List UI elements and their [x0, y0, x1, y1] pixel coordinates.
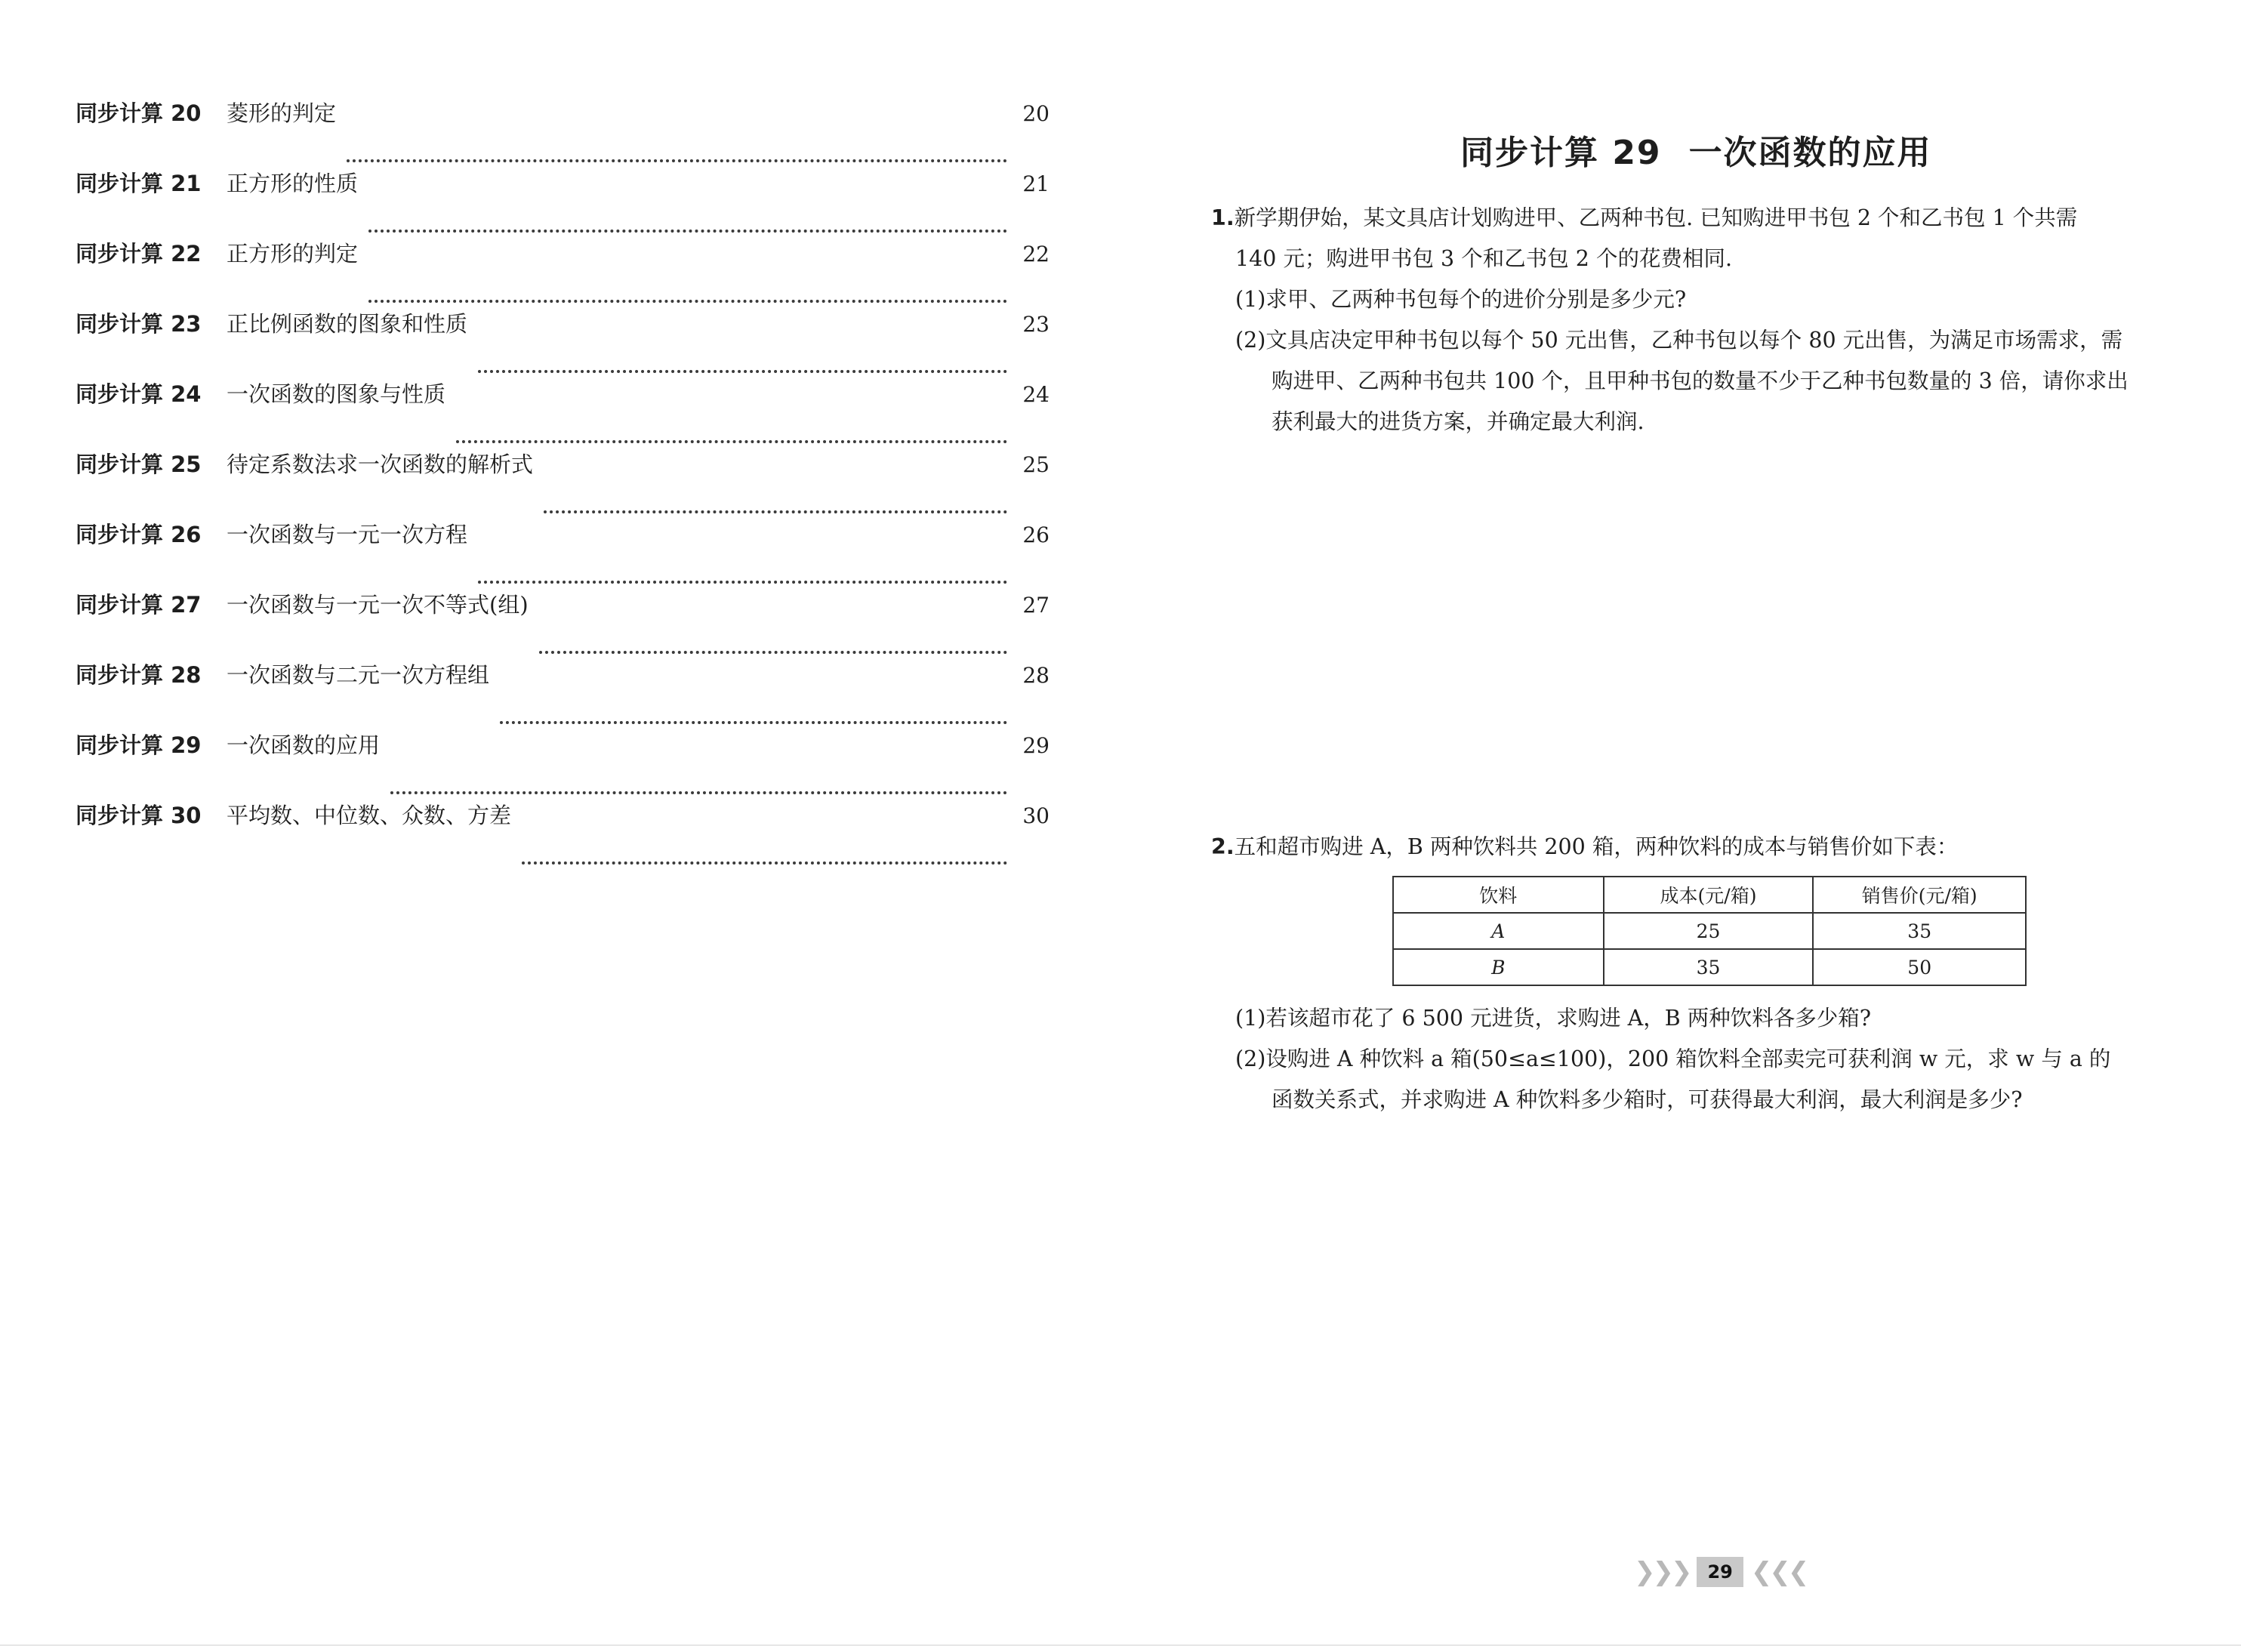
toc-entry: [76, 799, 1050, 869]
chevron-right-icon: ❯❯❯: [1634, 1557, 1690, 1587]
toc-entry-label: 同步计算 28: [76, 662, 202, 688]
chevron-left-icon: ❮❮❮: [1750, 1557, 1807, 1587]
toc-entry-title: 一次函数与二元一次方程组: [227, 662, 490, 688]
table-cell: B: [1393, 949, 1604, 985]
toc-entry-label: 同步计算 27: [76, 592, 202, 618]
toc-entry-page: 20: [1022, 101, 1050, 126]
toc-entry-title: 菱形的判定: [227, 100, 337, 126]
toc-entry-page: 24: [1022, 382, 1050, 407]
table-cell: 35: [1813, 913, 2026, 949]
question-1: [1211, 198, 2185, 442]
table-cell: 35: [1604, 949, 1814, 985]
toc-dot-leader: [478, 370, 1007, 373]
toc-entry-title: 一次函数的应用: [227, 732, 381, 758]
toc-dot-leader: [544, 510, 1007, 513]
toc-entry-title: 平均数、中位数、众数、方差: [227, 803, 512, 828]
question-text: 新学期伊始，某文具店计划购进甲、乙两种书包. 已知购进甲书包 2 个和乙书包 1 个共需: [1234, 205, 2078, 230]
toc-dot-leader: [500, 721, 1007, 724]
toc-entry-page: 30: [1022, 803, 1050, 828]
toc-entry: [76, 588, 1050, 658]
toc-entry: [76, 237, 1050, 307]
toc-entry-label: 同步计算 20: [76, 100, 202, 126]
toc-entry-page: 28: [1022, 663, 1050, 688]
toc-entry-title: 正方形的性质: [227, 171, 359, 196]
question-part-2: (2)设购进 A 种饮料 a 箱(50≤a≤100)，200 箱饮料全部卖完可获利润 w 元，求 w 与 a 的: [1235, 1046, 2111, 1071]
toc-entry-page: 23: [1022, 312, 1050, 337]
toc-entry-label: 同步计算 22: [76, 241, 202, 267]
toc-entry: [76, 378, 1050, 448]
scan-edge-divider: [0, 1644, 2241, 1646]
question-part-2-cont: 购进甲、乙两种书包共 100 个，且甲种书包的数量不少于乙种书包数量的 3 倍，请你求出: [1272, 368, 2128, 393]
chapter-heading: [1460, 125, 1932, 174]
toc-entry-page: 27: [1022, 593, 1050, 618]
table-cell: 50: [1813, 949, 2026, 985]
table-row: [1393, 949, 2026, 985]
toc-entry-title: 一次函数与一元一次方程: [227, 522, 468, 547]
table-header-cell: 饮料: [1393, 877, 1604, 913]
question-part-2: (2)文具店决定甲种书包以每个 50 元出售，乙种书包以每个 80 元出售，为满足市场需求，需: [1235, 328, 2123, 353]
toc-entry-label: 同步计算 23: [76, 311, 202, 337]
toc-dot-leader: [456, 440, 1007, 443]
toc-entry-page: 21: [1022, 171, 1050, 196]
table-row: [1393, 913, 2026, 949]
question-number: 1.: [1211, 205, 1235, 230]
question-part-1: (1)若该超市花了 6 500 元进货，求购进 A，B 两种饮料各多少箱?: [1235, 1006, 1872, 1031]
toc-entry-title: 一次函数的图象与性质: [227, 381, 446, 407]
toc-entry-title: 待定系数法求一次函数的解析式: [227, 452, 534, 477]
toc-entry-label: 同步计算 24: [76, 381, 202, 407]
question-number: 2.: [1211, 834, 1235, 859]
question-part-2-cont: 获利最大的进货方案，并确定最大利润.: [1272, 409, 1645, 434]
toc-entry-page: 29: [1022, 733, 1050, 758]
toc-dot-leader: [478, 581, 1007, 584]
toc-entry: [76, 729, 1050, 799]
left-page: [0, 0, 1120, 1652]
toc-dot-leader: [522, 861, 1007, 865]
toc-dot-leader: [390, 791, 1007, 794]
toc-dot-leader: [368, 300, 1007, 303]
page-number: 29: [1697, 1557, 1743, 1587]
chapter-label: 同步计算 29: [1460, 134, 1662, 172]
table-cell: 25: [1604, 913, 1814, 949]
toc-entry: [76, 307, 1050, 378]
toc-entry-label: 同步计算 21: [76, 171, 202, 196]
question-part-2-cont: 函数关系式，并求购进 A 种饮料多少箱时，可获得最大利润，最大利润是多少?: [1272, 1087, 2023, 1112]
page-number-badge: [1634, 1557, 1806, 1587]
table-header-cell: 成本(元/箱): [1604, 877, 1814, 913]
table-of-contents: [76, 97, 1050, 869]
toc-entry: [76, 97, 1050, 167]
toc-entry: [76, 167, 1050, 237]
toc-entry-page: 26: [1022, 522, 1050, 547]
table-header-cell: 销售价(元/箱): [1813, 877, 2026, 913]
question-2: [1211, 827, 2185, 868]
toc-entry-page: 22: [1022, 242, 1050, 267]
toc-entry-label: 同步计算 26: [76, 522, 202, 547]
toc-entry: [76, 448, 1050, 518]
right-page: [1120, 0, 2241, 1652]
toc-entry-page: 25: [1022, 452, 1050, 477]
toc-dot-leader: [539, 651, 1007, 654]
question-text: 140 元；购进甲书包 3 个和乙书包 2 个的花费相同.: [1235, 246, 1733, 271]
question-part-1: (1)求甲、乙两种书包每个的进价分别是多少元?: [1235, 287, 1687, 312]
toc-entry-label: 同步计算 25: [76, 452, 202, 477]
toc-entry-title: 一次函数与一元一次不等式(组): [227, 592, 529, 618]
toc-dot-leader: [368, 230, 1007, 233]
toc-entry: [76, 658, 1050, 729]
toc-entry: [76, 518, 1050, 588]
toc-entry-title: 正方形的判定: [227, 241, 359, 267]
toc-entry-label: 同步计算 29: [76, 732, 202, 758]
question-text: 五和超市购进 A，B 两种饮料共 200 箱，两种饮料的成本与销售价如下表：: [1234, 834, 1959, 859]
toc-entry-label: 同步计算 30: [76, 803, 202, 828]
question-2-parts: [1211, 998, 2185, 1120]
table-header-row: [1393, 877, 2026, 913]
chapter-title: 一次函数的应用: [1688, 134, 1932, 172]
toc-entry-title: 正比例函数的图象和性质: [227, 311, 468, 337]
cost-price-table: [1392, 876, 2027, 986]
toc-dot-leader: [347, 159, 1007, 162]
table-cell: A: [1393, 913, 1604, 949]
